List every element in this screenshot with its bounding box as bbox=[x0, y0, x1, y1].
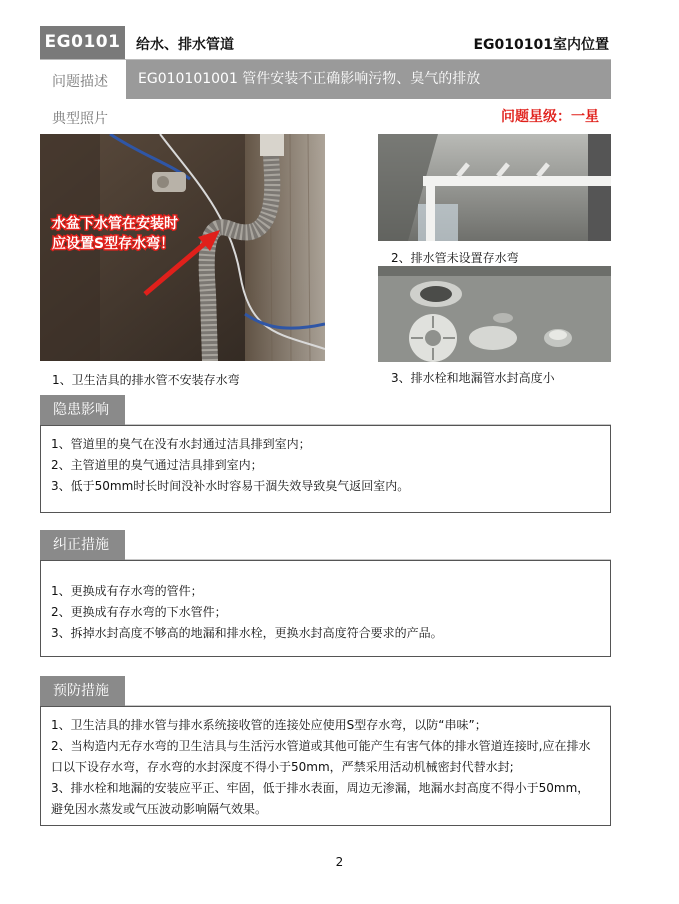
hazard-item: 3、低于50mm时长时间没补水时容易干涸失效导致臭气返回室内。 bbox=[51, 479, 410, 493]
prevention-section-title: 预防措施 bbox=[40, 676, 125, 706]
page-title: 给水、排水管道 bbox=[136, 37, 234, 53]
photo-sink-drain bbox=[40, 134, 325, 361]
prevention-item: 2、当构造内无存水弯的卫生洁具与生活污水管道或其他可能产生有害气体的排水管道连接时,应在排水口以下设存水弯，存水弯的水封深度不得小于50mm，严禁采用活动机械密封代替水封; bbox=[51, 739, 591, 774]
photo3-caption: 3、排水栓和地漏管水封高度小 bbox=[391, 371, 555, 385]
photo-ceiling-drain-pipe bbox=[378, 134, 611, 241]
hazard-section-title: 隐患影响 bbox=[40, 395, 125, 425]
photo2-caption: 2、排水管未设置存水弯 bbox=[391, 251, 519, 265]
photo1-overlay-line2: 应设置S型存水弯！ bbox=[52, 236, 175, 252]
prevention-box bbox=[40, 706, 611, 826]
problem-description: EG010101001 管件安装不正确影响污物、臭气的排放 bbox=[126, 60, 611, 99]
correction-section-title: 纠正措施 bbox=[40, 530, 125, 560]
prevention-item: 1、卫生洁具的排水管与排水系统接收管的连接处应使用S型存水弯，以防“串味”； bbox=[51, 718, 487, 732]
correction-item: 2、更换成有存水弯的下水管件； bbox=[51, 605, 227, 619]
location-label: EG010101室内位置 bbox=[473, 37, 609, 53]
photos-label: 典型照片 bbox=[52, 111, 108, 127]
photo1-caption: 1、卫生洁具的排水管不安装存水弯 bbox=[52, 373, 240, 387]
correction-box bbox=[40, 560, 611, 657]
problem-label: 问题描述 bbox=[52, 74, 108, 90]
correction-item: 3、拆掉水封高度不够高的地漏和排水栓，更换水封高度符合要求的产品。 bbox=[51, 626, 443, 640]
hazard-box bbox=[40, 425, 611, 513]
correction-item: 1、更换成有存水弯的管件； bbox=[51, 584, 203, 598]
hazard-item: 1、管道里的臭气在没有水封通过洁具排到室内； bbox=[51, 437, 311, 451]
prevention-item: 3、排水栓和地漏的安装应平正、牢固，低于排水表面，周边无渗漏，地漏水封高度不得小于50mm，避免因水蒸发或气压波动影响隔气效果。 bbox=[51, 781, 590, 816]
photo-floor-drain bbox=[378, 266, 611, 362]
page-number: 2 bbox=[335, 855, 344, 869]
item-code-badge: EG0101 bbox=[40, 26, 125, 59]
hazard-item: 2、主管道里的臭气通过洁具排到室内； bbox=[51, 458, 263, 472]
photo1-overlay-line1: 水盆下水管在安装时 bbox=[52, 216, 178, 232]
problem-rating: 问题星级：一星 bbox=[501, 109, 599, 125]
